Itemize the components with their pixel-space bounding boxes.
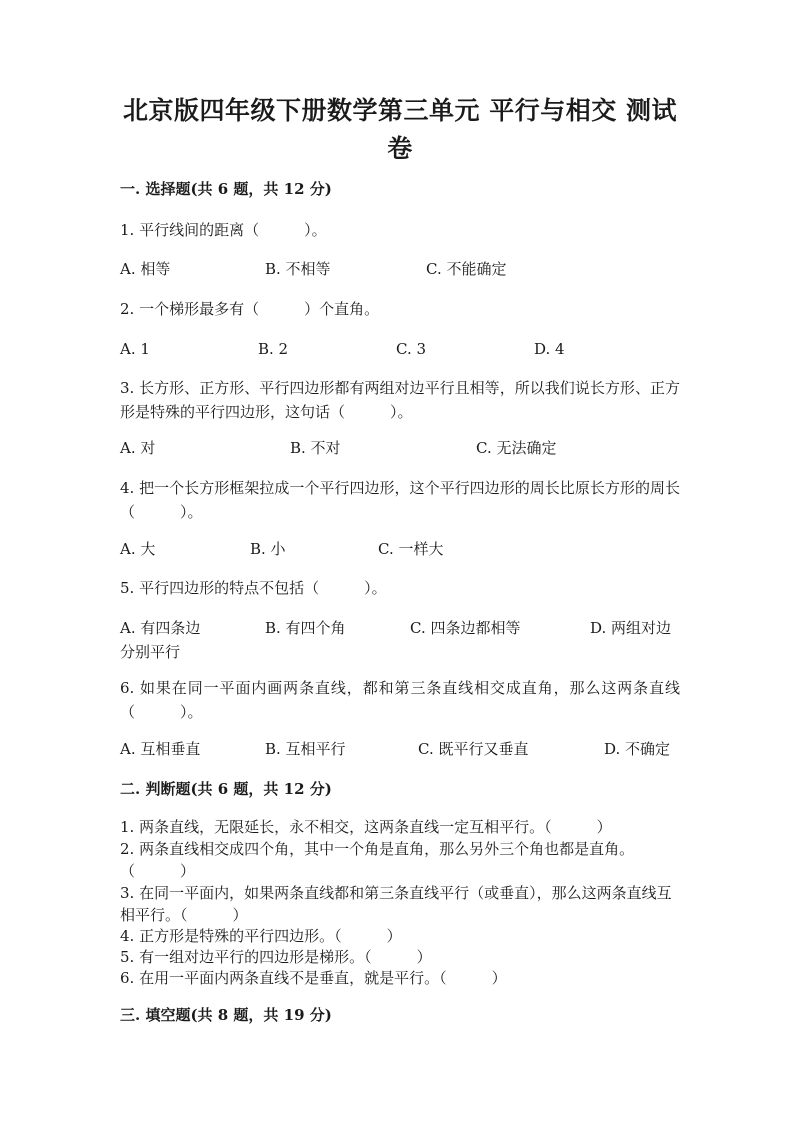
choice-5-option-b: B. 有四个角 — [265, 619, 346, 637]
choice-5-option-d: D. 两组对边分别平行 — [120, 619, 672, 661]
choice-4-option-a: A. 大 — [120, 540, 156, 558]
judge-question-5: 5. 有一组对边平行的四边形是梯形。（ ） — [120, 948, 432, 966]
choice-2-option-b: B. 2 — [258, 340, 289, 358]
choice-question-4-stem: 4. 把一个长方形框架拉成一个平行四边形，这个平行四边形的周长比原长方形的周长（ ）。 — [120, 479, 680, 521]
choice-3-option-c: C. 无法确定 — [476, 439, 557, 457]
choice-3-option-a: A. 对 — [120, 439, 156, 457]
choice-5-option-a: A. 有四条边 — [120, 619, 201, 637]
choice-6-option-c: C. 既平行又垂直 — [418, 740, 529, 758]
choice-question-6-stem: 6. 如果在同一平面内画两条直线，都和第三条直线相交成直角，那么这两条直线（ ）。 — [120, 679, 680, 721]
judge-question-1: 1. 两条直线，无限延长，永不相交，这两条直线一定互相平行。（ ） — [120, 818, 612, 836]
choice-1-option-c: C. 不能确定 — [426, 260, 507, 278]
judge-question-3: 3. 在同一平面内，如果两条直线都和第三条直线平行（或垂直），那么这两条直线互相平行。（ ） — [120, 884, 672, 924]
choice-4-option-b: B. 小 — [250, 540, 286, 558]
choice-question-2-stem: 2. 一个梯形最多有（ ）个直角。 — [120, 300, 380, 318]
choice-4-option-c: C. 一样大 — [378, 540, 444, 558]
section-fill-title: 三. 填空题(共 8 题，共 19 分) — [120, 1006, 332, 1024]
choice-3-option-b: B. 不对 — [290, 439, 341, 457]
choice-6-option-a: A. 互相垂直 — [120, 740, 201, 758]
section-choice-title: 一. 选择题(共 6 题，共 12 分) — [120, 180, 332, 198]
choice-5-option-c: C. 四条边都相等 — [410, 619, 521, 637]
choice-1-option-b: B. 不相等 — [265, 260, 331, 278]
choice-6-option-b: B. 互相平行 — [265, 740, 346, 758]
choice-question-1-stem: 1. 平行线间的距离（ ）。 — [120, 221, 327, 239]
choice-1-option-a: A. 相等 — [120, 260, 171, 278]
choice-2-option-d: D. 4 — [534, 340, 565, 358]
choice-6-option-d: D. 不确定 — [604, 740, 671, 758]
choice-2-option-a: A. 1 — [120, 340, 150, 358]
section-judge-title: 二. 判断题(共 6 题，共 12 分) — [120, 780, 332, 798]
choice-2-option-c: C. 3 — [396, 340, 427, 358]
choice-question-5-stem: 5. 平行四边形的特点不包括（ ）。 — [120, 579, 387, 597]
choice-question-3-stem: 3. 长方形、正方形、平行四边形都有两组对边平行且相等，所以我们说长方形、正方形是特殊的平行四边形，这句话（ ）。 — [120, 379, 680, 421]
page-title: 北京版四年级下册数学第三单元 平行与相交 测试卷 — [123, 96, 677, 163]
judge-question-2: 2. 两条直线相交成四个角，其中一个角是直角，那么另外三个角也都是直角。（ ） — [120, 840, 635, 880]
judge-question-4: 4. 正方形是特殊的平行四边形。（ ） — [120, 927, 402, 945]
judge-question-6: 6. 在用一平面内两条直线不是垂直，就是平行。（ ） — [120, 969, 507, 987]
